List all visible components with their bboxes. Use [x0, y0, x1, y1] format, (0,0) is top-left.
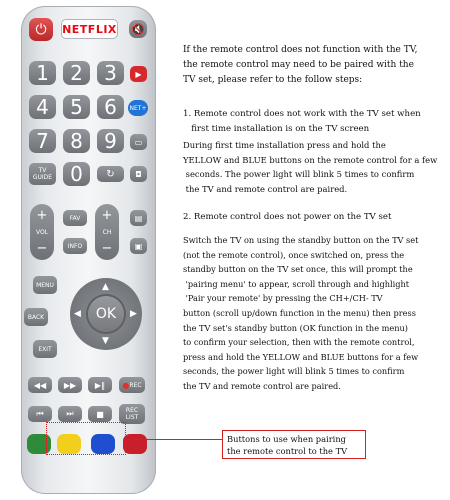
- back-button[interactable]: BACK: [24, 308, 48, 326]
- power-icon: ⏻: [35, 21, 47, 38]
- section2-body: Switch the TV on using the standby button on the TV set (not the remote control), once switched on, press the standby button on the TV set once, this will prompt the 'pairing menu' to appear, scroll through and highlight 'Pair your remote' by pressing the CH+/CH- TV button (scroll up/down function in the menu) then press the TV set's standby button (OK function in the menu) to confirm your selection, then with the remote control, press and hold the YELLOW and BLUE buttons for a few seconds, the power light will blink 5 times to confirm the TV and remote control are paired.: [183, 235, 419, 391]
- netflix-button[interactable]: NETFLIX: [61, 19, 118, 39]
- arrow-left-icon[interactable]: ◀: [74, 309, 81, 319]
- camera-icon: ◘: [135, 169, 142, 179]
- arrow-up-icon[interactable]: ▲: [102, 282, 109, 292]
- arrow-right-icon[interactable]: ▶: [130, 309, 137, 319]
- fast-forward-button[interactable]: [58, 377, 82, 393]
- subtitle-button[interactable]: [130, 134, 147, 150]
- number-button-7[interactable]: 7: [29, 129, 56, 153]
- previous-button[interactable]: [28, 406, 52, 422]
- stop-icon: ■: [96, 409, 104, 419]
- next-button[interactable]: [58, 406, 82, 422]
- source-icon: ↻: [106, 168, 115, 180]
- text-icon: ▤: [134, 213, 143, 223]
- power-button[interactable]: [29, 18, 53, 41]
- pairing-callout: Buttons to use when pairing the remote control to the TV: [222, 430, 366, 459]
- number-button-0[interactable]: 0: [63, 162, 90, 186]
- channel-label: CH: [102, 228, 112, 236]
- mute-button[interactable]: [129, 20, 147, 38]
- exit-button[interactable]: EXIT: [33, 340, 57, 358]
- rec-label: REC: [129, 381, 142, 389]
- section2-heading: 2. Remote control does not power on the TV set: [183, 212, 392, 222]
- fav-button[interactable]: FAV: [63, 210, 87, 226]
- tv-guide-button[interactable]: TV GUIDE: [29, 163, 56, 185]
- channel-up-icon: +: [101, 208, 113, 223]
- volume-up-icon: +: [36, 208, 48, 223]
- camera-button[interactable]: [130, 166, 147, 182]
- rec-dot-icon: ●: [122, 380, 130, 390]
- navigation-pad[interactable]: [70, 278, 142, 350]
- number-button-8[interactable]: 8: [63, 129, 90, 153]
- rewind-icon: ◀◀: [33, 380, 47, 390]
- channel-down-icon: −: [101, 241, 113, 256]
- remote-control: [21, 6, 156, 494]
- stop-button[interactable]: [88, 406, 112, 422]
- number-button-4[interactable]: 4: [29, 95, 56, 119]
- play-pause-icon: ▶‖: [94, 380, 106, 390]
- red-button[interactable]: [123, 434, 147, 454]
- screen-button[interactable]: [130, 238, 147, 254]
- fast-forward-icon: ▶▶: [63, 380, 77, 390]
- intro-text: If the remote control does not function with the TV, the remote control may need to be paired with the TV set, please refer to the follow steps:: [183, 45, 418, 85]
- callout-connector: [126, 439, 222, 440]
- rec-button[interactable]: [119, 377, 145, 393]
- number-button-6[interactable]: 6: [97, 95, 124, 119]
- volume-label: VOL: [35, 228, 49, 236]
- channel-rocker[interactable]: [95, 204, 119, 260]
- source-button[interactable]: [97, 166, 124, 182]
- net-plus-button[interactable]: NET+: [128, 100, 148, 116]
- number-button-1[interactable]: 1: [29, 61, 56, 85]
- ok-button[interactable]: OK: [88, 296, 124, 332]
- volume-down-icon: −: [36, 241, 48, 256]
- play-pause-button[interactable]: [88, 377, 112, 393]
- menu-button[interactable]: MENU: [33, 276, 57, 294]
- number-button-5[interactable]: 5: [63, 95, 90, 119]
- screen-icon: ▣: [134, 241, 143, 251]
- arrow-down-icon[interactable]: ▼: [102, 336, 109, 346]
- number-button-2[interactable]: 2: [63, 61, 90, 85]
- volume-rocker[interactable]: [30, 204, 54, 260]
- rewind-button[interactable]: [28, 377, 52, 393]
- number-button-9[interactable]: 9: [97, 129, 124, 153]
- number-button-3[interactable]: 3: [97, 61, 124, 85]
- youtube-button[interactable]: [130, 66, 147, 82]
- previous-icon: ⏮: [36, 409, 44, 418]
- next-icon: ⏭: [66, 409, 74, 418]
- text-button[interactable]: [130, 210, 147, 226]
- subtitle-icon: ▭: [134, 137, 143, 147]
- section1-heading: 1. Remote control does not work with the TV set when first time installation is on the TV screen: [183, 109, 421, 134]
- pairing-buttons-highlight: [46, 422, 126, 455]
- info-button[interactable]: INFO: [63, 238, 87, 254]
- mute-icon: 🔇: [131, 22, 145, 36]
- youtube-icon: ▶: [135, 69, 142, 79]
- rec-list-button[interactable]: REC LIST: [119, 404, 145, 424]
- section1-body: During first time installation press and hold the YELLOW and BLUE buttons on the remote control for a few seconds. The power light will blink 5 times to confirm the TV and remote control are paired.: [183, 140, 438, 194]
